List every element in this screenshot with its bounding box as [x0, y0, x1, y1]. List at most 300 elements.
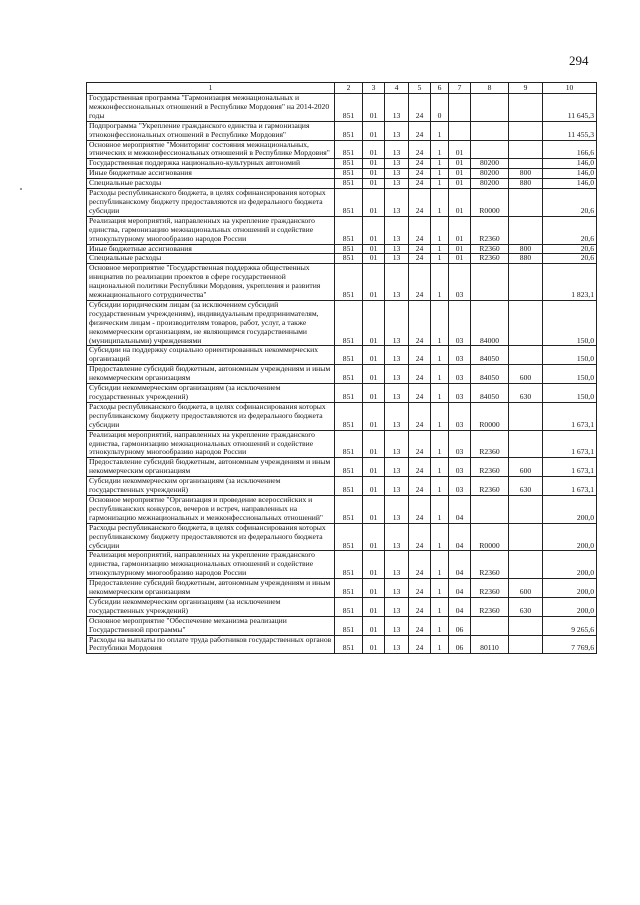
table-row: [87, 254, 597, 264]
row-amount: 200,0: [543, 551, 597, 579]
code-subsection: 13: [385, 300, 409, 346]
code-subsection: 13: [385, 244, 409, 254]
code-measure: 01: [449, 169, 471, 179]
column-header: 8: [471, 83, 509, 94]
code-subsection: 13: [385, 579, 409, 598]
row-amount: 200,0: [543, 523, 597, 551]
table-row: [87, 94, 597, 122]
table-row: [87, 244, 597, 254]
code-direction: [471, 121, 509, 140]
code-expense-type: [509, 189, 543, 217]
header-row: [87, 83, 597, 94]
code-measure: 03: [449, 458, 471, 477]
code-program: 24: [409, 365, 431, 384]
code-expense-type: [509, 635, 543, 654]
code-admin: 851: [335, 551, 363, 579]
code-expense-type: [509, 94, 543, 122]
code-direction: R2360: [471, 551, 509, 579]
code-subprogram: 1: [431, 402, 449, 430]
code-subprogram: 1: [431, 635, 449, 654]
code-program: 24: [409, 430, 431, 458]
code-program: 24: [409, 551, 431, 579]
row-name: Основное мероприятие "Обеспечение механизма реализации Государственной программы": [87, 616, 335, 635]
row-name: Иные бюджетные ассигнования: [87, 169, 335, 179]
code-section: 01: [363, 551, 385, 579]
table-row: [87, 635, 597, 654]
code-measure: [449, 121, 471, 140]
code-subprogram: 1: [431, 346, 449, 365]
code-measure: [449, 94, 471, 122]
code-admin: 851: [335, 458, 363, 477]
code-program: 24: [409, 159, 431, 169]
code-subsection: 13: [385, 384, 409, 403]
code-expense-type: [509, 551, 543, 579]
row-amount: 150,0: [543, 300, 597, 346]
code-admin: 851: [335, 402, 363, 430]
code-program: 24: [409, 495, 431, 523]
code-expense-type: 630: [509, 597, 543, 616]
row-name: Предоставление субсидий бюджетным, автономным учреждениям и иным некоммерческим организациям: [87, 579, 335, 598]
table-row: [87, 551, 597, 579]
code-subsection: 13: [385, 121, 409, 140]
budget-table: [86, 82, 597, 654]
table-row: [87, 346, 597, 365]
table-row: [87, 159, 597, 169]
table-row: [87, 430, 597, 458]
code-direction: 80110: [471, 635, 509, 654]
code-subsection: 13: [385, 254, 409, 264]
code-expense-type: [509, 495, 543, 523]
code-subprogram: 1: [431, 264, 449, 301]
row-name: Подпрограмма "Укрепление гражданского единства и гармонизация этноконфессиональных отношений в Республике Мордовия": [87, 121, 335, 140]
code-direction: R2360: [471, 597, 509, 616]
code-admin: 851: [335, 616, 363, 635]
code-expense-type: [509, 159, 543, 169]
code-direction: R2360: [471, 458, 509, 477]
scan-speck: [20, 188, 22, 190]
row-amount: 166,6: [543, 140, 597, 159]
code-subsection: 13: [385, 402, 409, 430]
code-direction: R2360: [471, 579, 509, 598]
code-admin: 851: [335, 365, 363, 384]
code-subprogram: 1: [431, 140, 449, 159]
row-name: Субсидии некоммерческим организациям (за исключением государственных учреждений): [87, 384, 335, 403]
code-program: 24: [409, 179, 431, 189]
code-section: 01: [363, 159, 385, 169]
code-measure: 01: [449, 140, 471, 159]
code-subprogram: 1: [431, 477, 449, 496]
code-expense-type: [509, 402, 543, 430]
code-section: 01: [363, 94, 385, 122]
code-subsection: 13: [385, 495, 409, 523]
row-amount: 150,0: [543, 384, 597, 403]
code-subprogram: 1: [431, 121, 449, 140]
code-subprogram: 1: [431, 430, 449, 458]
row-name: Предоставление субсидий бюджетным, автономным учреждениям и иным некоммерческим организациям: [87, 458, 335, 477]
code-expense-type: [509, 346, 543, 365]
code-section: 01: [363, 402, 385, 430]
code-direction: [471, 616, 509, 635]
table-header: [87, 83, 597, 94]
code-admin: 851: [335, 121, 363, 140]
code-subprogram: 1: [431, 495, 449, 523]
code-expense-type: 630: [509, 477, 543, 496]
code-expense-type: [509, 430, 543, 458]
code-direction: R2360: [471, 244, 509, 254]
code-direction: R0000: [471, 402, 509, 430]
code-program: 24: [409, 477, 431, 496]
code-measure: 01: [449, 179, 471, 189]
column-header: 5: [409, 83, 431, 94]
code-section: 01: [363, 244, 385, 254]
row-name: Основное мероприятие "Государственная поддержка общественных инициатив по реализации проектов в сфере государственной национальной политики Республики Мордовия, укрепления и развития межнационального сотрудничества": [87, 264, 335, 301]
code-program: 24: [409, 264, 431, 301]
code-section: 01: [363, 597, 385, 616]
table-row: [87, 189, 597, 217]
row-amount: 1 673,1: [543, 458, 597, 477]
code-measure: 03: [449, 346, 471, 365]
column-header: 7: [449, 83, 471, 94]
code-expense-type: 880: [509, 179, 543, 189]
code-expense-type: 600: [509, 365, 543, 384]
code-direction: R2360: [471, 430, 509, 458]
table-row: [87, 216, 597, 244]
code-subprogram: 1: [431, 597, 449, 616]
row-name: Основное мероприятие "Организация и проведение всероссийских и республиканских конкурсов, вечеров и встреч, направленных на гармонизацию межнациональных и межконфессиональных отношений": [87, 495, 335, 523]
table-row: [87, 597, 597, 616]
code-admin: 851: [335, 635, 363, 654]
code-measure: 04: [449, 579, 471, 598]
table-row: [87, 616, 597, 635]
code-subprogram: 1: [431, 159, 449, 169]
code-section: 01: [363, 346, 385, 365]
code-program: 24: [409, 140, 431, 159]
code-direction: R0000: [471, 189, 509, 217]
row-amount: 146,0: [543, 159, 597, 169]
table-row: [87, 579, 597, 598]
code-admin: 851: [335, 179, 363, 189]
code-admin: 851: [335, 477, 363, 496]
code-measure: 06: [449, 616, 471, 635]
code-measure: 03: [449, 365, 471, 384]
code-program: 24: [409, 458, 431, 477]
code-subsection: 13: [385, 458, 409, 477]
code-expense-type: 800: [509, 244, 543, 254]
table-row: [87, 169, 597, 179]
row-name: Реализация мероприятий, направленных на укрепление гражданского единства, гармонизацию межнациональных отношений и содействие этнокультурному многообразию народов России: [87, 216, 335, 244]
column-header: 10: [543, 83, 597, 94]
code-program: 24: [409, 346, 431, 365]
code-section: 01: [363, 477, 385, 496]
code-admin: 851: [335, 94, 363, 122]
table-row: [87, 300, 597, 346]
row-name: Субсидии некоммерческим организациям (за исключением государственных учреждений): [87, 597, 335, 616]
row-amount: 20,6: [543, 254, 597, 264]
code-subsection: 13: [385, 140, 409, 159]
row-name: Расходы республиканского бюджета, в целях софинансирования которых республиканскому бюджету предоставляются из федерального бюджета субсидии: [87, 402, 335, 430]
code-subsection: 13: [385, 94, 409, 122]
code-direction: [471, 140, 509, 159]
code-direction: 80200: [471, 179, 509, 189]
code-direction: 84050: [471, 346, 509, 365]
row-name: Основное мероприятие "Мониторинг состояния межнациональных, этнических и межконфессиональных отношений в Республике Мордовия": [87, 140, 335, 159]
table-row: [87, 140, 597, 159]
row-amount: 1 673,1: [543, 477, 597, 496]
code-section: 01: [363, 579, 385, 598]
code-admin: 851: [335, 216, 363, 244]
code-measure: 04: [449, 495, 471, 523]
code-program: 24: [409, 189, 431, 217]
code-admin: 851: [335, 597, 363, 616]
row-amount: 200,0: [543, 579, 597, 598]
row-name: Расходы республиканского бюджета, в целях софинансирования которых республиканскому бюджету предоставляются из федерального бюджета субсидии: [87, 523, 335, 551]
row-name: Субсидии юридическим лицам (за исключением субсидий государственным учреждениям), индивидуальным предпринимателям, физическим лицам - производителям товаров, работ, услуг, а также некоммерческим организациям, не являющимся государственными (муниципальными) учреждениями: [87, 300, 335, 346]
code-program: 24: [409, 402, 431, 430]
code-expense-type: [509, 616, 543, 635]
code-direction: R2360: [471, 477, 509, 496]
code-section: 01: [363, 458, 385, 477]
code-subsection: 13: [385, 365, 409, 384]
row-name: Государственная программа "Гармонизация межнациональных и межконфессиональных отношений в Республике Мордовия" на 2014-2020 годы: [87, 94, 335, 122]
table-row: [87, 495, 597, 523]
table-row: [87, 121, 597, 140]
code-direction: R2360: [471, 216, 509, 244]
column-header: 3: [363, 83, 385, 94]
row-name: Расходы республиканского бюджета, в целях софинансирования которых республиканскому бюджету предоставляются из федерального бюджета субсидии: [87, 189, 335, 217]
table-row: [87, 264, 597, 301]
code-program: 24: [409, 94, 431, 122]
page-number: 294: [569, 53, 589, 68]
code-measure: 04: [449, 523, 471, 551]
code-measure: 01: [449, 244, 471, 254]
code-measure: 06: [449, 635, 471, 654]
code-subprogram: 1: [431, 579, 449, 598]
code-section: 01: [363, 140, 385, 159]
code-program: 24: [409, 635, 431, 654]
code-program: 24: [409, 169, 431, 179]
code-measure: 04: [449, 597, 471, 616]
code-subprogram: 0: [431, 94, 449, 122]
code-direction: [471, 94, 509, 122]
code-section: 01: [363, 169, 385, 179]
code-admin: 851: [335, 495, 363, 523]
row-amount: 11 455,3: [543, 121, 597, 140]
code-expense-type: 600: [509, 458, 543, 477]
code-subsection: 13: [385, 523, 409, 551]
code-subprogram: 1: [431, 169, 449, 179]
code-admin: 851: [335, 189, 363, 217]
row-amount: 146,0: [543, 179, 597, 189]
code-expense-type: [509, 300, 543, 346]
code-direction: R2360: [471, 254, 509, 264]
code-admin: 851: [335, 523, 363, 551]
row-amount: 7 769,6: [543, 635, 597, 654]
row-amount: 20,6: [543, 244, 597, 254]
column-header: 1: [87, 83, 335, 94]
code-subprogram: 1: [431, 616, 449, 635]
column-header: 9: [509, 83, 543, 94]
table-row: [87, 179, 597, 189]
code-section: 01: [363, 216, 385, 244]
code-expense-type: 600: [509, 579, 543, 598]
code-subprogram: 1: [431, 244, 449, 254]
code-section: 01: [363, 300, 385, 346]
table-row: [87, 458, 597, 477]
code-section: 01: [363, 616, 385, 635]
table-row: [87, 402, 597, 430]
code-section: 01: [363, 189, 385, 217]
code-section: 01: [363, 384, 385, 403]
row-amount: 150,0: [543, 365, 597, 384]
code-section: 01: [363, 365, 385, 384]
code-subsection: 13: [385, 216, 409, 244]
code-admin: 851: [335, 159, 363, 169]
column-header: 2: [335, 83, 363, 94]
code-subsection: 13: [385, 179, 409, 189]
code-admin: 851: [335, 264, 363, 301]
code-subprogram: 1: [431, 254, 449, 264]
code-expense-type: [509, 216, 543, 244]
table-row: [87, 365, 597, 384]
code-direction: [471, 495, 509, 523]
code-section: 01: [363, 523, 385, 551]
code-program: 24: [409, 384, 431, 403]
code-section: 01: [363, 179, 385, 189]
row-name: Субсидии некоммерческим организациям (за исключением государственных учреждений): [87, 477, 335, 496]
row-name: Расходы на выплаты по оплате труда работников государственных органов Республики Мордовия: [87, 635, 335, 654]
row-name: Специальные расходы: [87, 179, 335, 189]
table-row: [87, 384, 597, 403]
code-direction: 80200: [471, 159, 509, 169]
code-subsection: 13: [385, 159, 409, 169]
code-subsection: 13: [385, 635, 409, 654]
code-subsection: 13: [385, 477, 409, 496]
code-subsection: 13: [385, 169, 409, 179]
code-subprogram: 1: [431, 216, 449, 244]
code-subprogram: 1: [431, 458, 449, 477]
code-subsection: 13: [385, 597, 409, 616]
code-section: 01: [363, 430, 385, 458]
code-admin: 851: [335, 300, 363, 346]
code-expense-type: [509, 264, 543, 301]
code-subprogram: 1: [431, 179, 449, 189]
code-subsection: 13: [385, 189, 409, 217]
code-direction: R0000: [471, 523, 509, 551]
code-measure: 03: [449, 402, 471, 430]
row-amount: 200,0: [543, 597, 597, 616]
row-amount: 1 673,1: [543, 402, 597, 430]
code-program: 24: [409, 597, 431, 616]
row-name: Реализация мероприятий, направленных на укрепление гражданского единства, гармонизацию межнациональных отношений и содействие этнокультурному многообразию народов России: [87, 430, 335, 458]
code-program: 24: [409, 244, 431, 254]
code-admin: 851: [335, 579, 363, 598]
code-measure: 01: [449, 189, 471, 217]
code-expense-type: 630: [509, 384, 543, 403]
row-name: Иные бюджетные ассигнования: [87, 244, 335, 254]
row-amount: 200,0: [543, 495, 597, 523]
code-admin: 851: [335, 140, 363, 159]
code-program: 24: [409, 254, 431, 264]
row-amount: 20,6: [543, 189, 597, 217]
code-subprogram: 1: [431, 523, 449, 551]
code-expense-type: [509, 121, 543, 140]
code-subprogram: 1: [431, 365, 449, 384]
code-direction: 84000: [471, 300, 509, 346]
row-name: Реализация мероприятий, направленных на укрепление гражданского единства, гармонизацию межнациональных отношений и содействие этнокультурному многообразию народов России: [87, 551, 335, 579]
column-header: 4: [385, 83, 409, 94]
row-name: Предоставление субсидий бюджетным, автономным учреждениям и иным некоммерческим организациям: [87, 365, 335, 384]
code-measure: 03: [449, 384, 471, 403]
code-subprogram: 1: [431, 551, 449, 579]
code-measure: 03: [449, 300, 471, 346]
code-admin: 851: [335, 384, 363, 403]
code-measure: 04: [449, 551, 471, 579]
code-subsection: 13: [385, 430, 409, 458]
code-direction: 80200: [471, 169, 509, 179]
row-amount: 20,6: [543, 216, 597, 244]
code-program: 24: [409, 300, 431, 346]
row-amount: 11 645,3: [543, 94, 597, 122]
row-name: Субсидии на поддержку социально ориентированных некоммерческих организаций: [87, 346, 335, 365]
code-admin: 851: [335, 430, 363, 458]
row-amount: 150,0: [543, 346, 597, 365]
code-subsection: 13: [385, 551, 409, 579]
code-expense-type: 800: [509, 169, 543, 179]
code-subprogram: 1: [431, 300, 449, 346]
code-expense-type: 880: [509, 254, 543, 264]
code-measure: 01: [449, 254, 471, 264]
row-amount: 1 823,1: [543, 264, 597, 301]
row-amount: 9 265,6: [543, 616, 597, 635]
code-program: 24: [409, 121, 431, 140]
code-direction: 84050: [471, 384, 509, 403]
code-measure: 03: [449, 477, 471, 496]
code-subprogram: 1: [431, 384, 449, 403]
code-section: 01: [363, 495, 385, 523]
column-header: 6: [431, 83, 449, 94]
code-subprogram: 1: [431, 189, 449, 217]
code-section: 01: [363, 121, 385, 140]
code-direction: [471, 264, 509, 301]
code-program: 24: [409, 523, 431, 551]
code-measure: 01: [449, 159, 471, 169]
code-subsection: 13: [385, 346, 409, 365]
code-subsection: 13: [385, 264, 409, 301]
code-admin: 851: [335, 244, 363, 254]
code-program: 24: [409, 216, 431, 244]
code-section: 01: [363, 264, 385, 301]
row-name: Специальные расходы: [87, 254, 335, 264]
code-expense-type: [509, 523, 543, 551]
code-admin: 851: [335, 346, 363, 365]
row-name: Государственная поддержка национально-культурных автономий: [87, 159, 335, 169]
code-program: 24: [409, 579, 431, 598]
code-section: 01: [363, 635, 385, 654]
code-section: 01: [363, 254, 385, 264]
code-program: 24: [409, 616, 431, 635]
table-row: [87, 477, 597, 496]
code-admin: 851: [335, 254, 363, 264]
code-admin: 851: [335, 169, 363, 179]
code-direction: 84050: [471, 365, 509, 384]
table-row: [87, 523, 597, 551]
row-amount: 1 673,1: [543, 430, 597, 458]
table-body: [87, 94, 597, 654]
code-measure: 03: [449, 264, 471, 301]
code-expense-type: [509, 140, 543, 159]
code-subsection: 13: [385, 616, 409, 635]
code-measure: 01: [449, 216, 471, 244]
